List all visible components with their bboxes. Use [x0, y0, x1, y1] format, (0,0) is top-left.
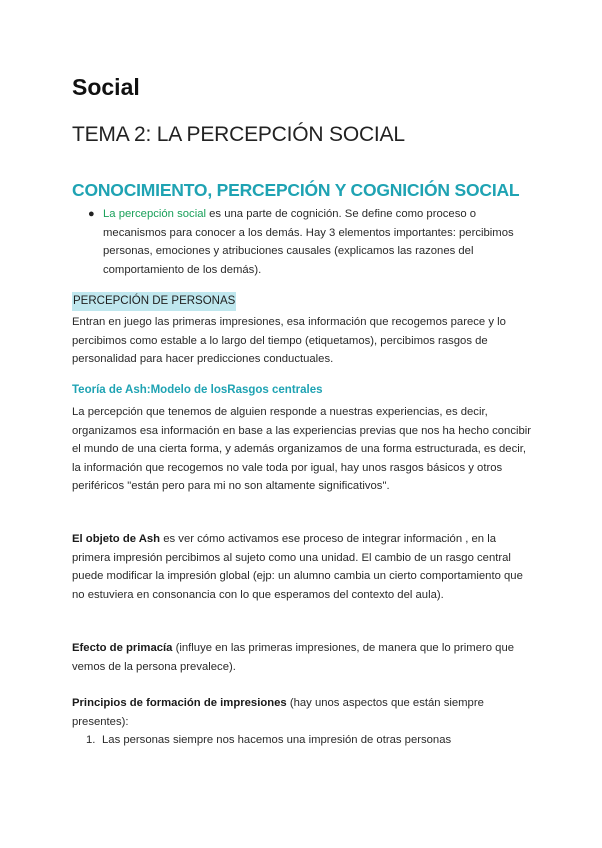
objeto-text: es ver cómo activamos ese proceso de integrar información , en la primera impresión percibimos al sujeto como una unidad. El cambio de un rasgo central puede modificar la impresión global (ejp: un alumno cambia un cierto comportamiento que no estuviera en consonancia con lo que esperamos del contexto del aula).: [72, 533, 523, 601]
personas-heading: PERCEPCIÓN DE PERSONAS: [72, 292, 236, 311]
objeto-bold: El objeto de Ash: [72, 533, 161, 545]
principios-paragraph: [72, 694, 532, 731]
objeto-paragraph: [72, 530, 532, 604]
ash-heading: Teoría de Ash:Modelo de losRasgos centrales: [72, 384, 323, 396]
tema-heading: TEMA 2: LA PERCEPCIÓN SOCIAL: [72, 123, 405, 146]
principios-text: (hay unos aspectos que están siempre presentes):: [72, 697, 484, 728]
list-number: 1.: [86, 734, 96, 746]
document-title: Social: [72, 74, 140, 100]
bullet-list: [72, 205, 532, 279]
bullet-text: es una parte de cognición. Se define como proceso o mecanismos para conocer a los demás. Hay 3 elementos importantes: percibimos personas, emociones y atribuciones causales (explicamos las razones del comportamiento de los demás).: [103, 208, 514, 276]
list-item: [72, 205, 532, 279]
bullet-icon: ●: [88, 208, 95, 220]
primacia-text: (influye en las primeras impresiones, de manera que lo primero que vemos de la persona prevalece).: [72, 642, 515, 673]
list-item-text: Las personas siempre nos hacemos una impresión de otras personas: [102, 734, 452, 746]
numbered-list: [72, 731, 532, 750]
highlight-term: La percepción social: [103, 208, 206, 220]
principios-bold: Principios de formación de impresiones: [72, 697, 287, 709]
ash-paragraph: La percepción que tenemos de alguien responde a nuestras experiencias, es decir, organizamos esa información en base a las experiencias previas que nos ha hecho concibir el mundo de una cierta forma, y además organizamos de una forma estructurada, es decir, la información que recogemos no vale toda por igual, hay unos rasgos básicos y otros periféricos "están pero para mi no son altamente significativos".: [72, 406, 532, 493]
primacia-paragraph: [72, 639, 532, 676]
section-heading: CONOCIMIENTO, PERCEPCIÓN Y COGNICIÓN SOCIAL: [72, 180, 520, 200]
personas-paragraph: Entran en juego las primeras impresiones, esa información que recogemos parece y lo percibimos como estable a lo largo del tiempo (etiquetamos), percibimos rasgos de personalidad para hacer predicciones conductuales.: [72, 316, 506, 366]
list-item: [72, 731, 532, 750]
primacia-bold: Efecto de primacía: [72, 642, 173, 654]
